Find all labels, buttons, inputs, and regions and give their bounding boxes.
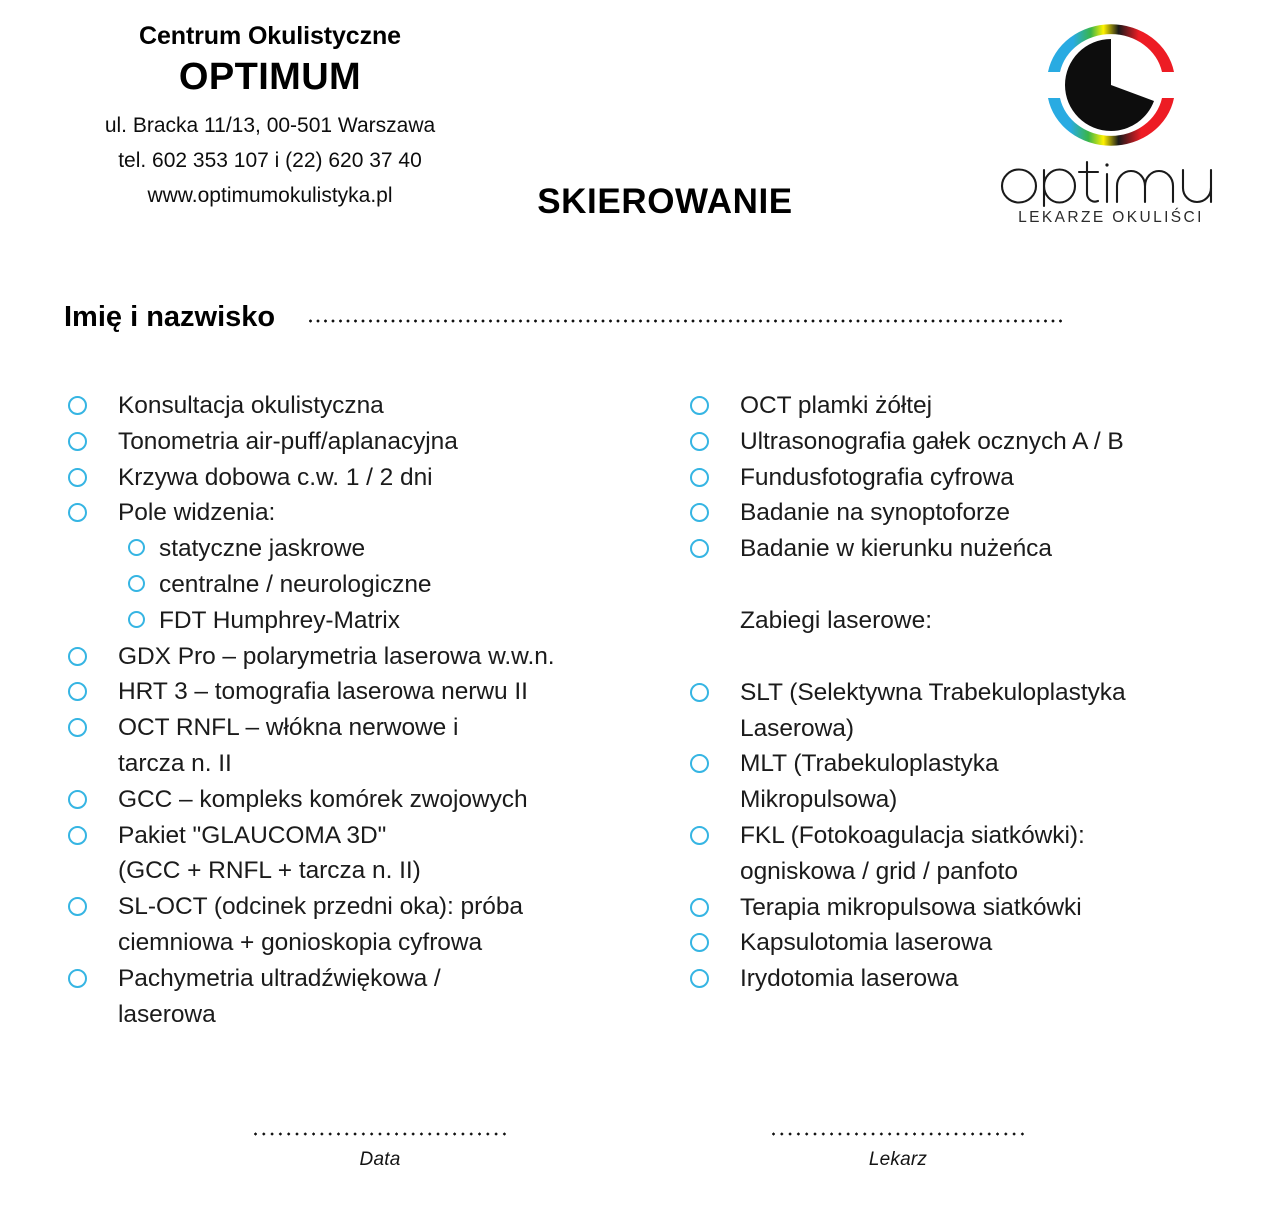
checkbox-circle-icon[interactable] [690,468,709,487]
checklist-subitem-label: statyczne jaskrowe [159,535,366,563]
doctor-signature-block [748,1128,1048,1171]
checklist-item-label: HRT 3 – tomografia laserowa nerwu II [118,678,528,706]
checkbox-circle-icon[interactable] [690,933,709,952]
checkbox-circle-icon[interactable] [68,897,87,916]
date-label: Data [359,1149,401,1170]
checklist-item-label [740,746,999,818]
checklist-subitem-label: centralne / neurologiczne [159,570,432,598]
checkbox-circle-icon[interactable] [68,718,87,737]
eye-logo-icon [1036,14,1186,156]
checklist-item-line1: Pachymetria ultradźwiękowa / [118,964,441,992]
checklist-subitem[interactable] [68,567,648,603]
checklist-item[interactable] [690,388,1210,424]
clinic-phone: tel. 602 353 107 i (22) 620 37 40 [118,149,422,173]
checklist-item[interactable] [690,746,1210,818]
checklist-item-line2: Laserowa) [740,714,854,742]
checklist-item-line2: ciemniowa + gonioskopia cyfrowa [118,928,483,956]
checklist-item-label [118,710,458,782]
checkbox-circle-icon[interactable] [690,754,709,773]
checklist-item[interactable] [68,818,648,890]
checklist-item-label [740,818,1085,890]
doctor-signature-input[interactable] [772,1128,1024,1140]
services-checklist [0,388,1280,1048]
checklist-item-label: Irydotomia laserowa [740,965,959,993]
checklist-item-line1: OCT RNFL – włókna nerwowe i [118,714,459,742]
checkbox-circle-icon[interactable] [68,647,87,666]
checkbox-circle-icon[interactable] [690,826,709,845]
checklist-item-line1: FKL (Fotokoagulacja siatkówki): [740,821,1085,849]
checkbox-circle-icon[interactable] [68,503,87,522]
checklist-item-line2: (GCC + RNFL + tarcza n. II) [118,857,421,885]
checklist-item[interactable] [68,782,648,818]
checklist-item-label: Krzywa dobowa c.w. 1 / 2 dni [118,463,433,491]
clinic-name: Centrum Okulistyczne [139,22,401,50]
checklist-subitem-label: FDT Humphrey-Matrix [159,606,400,634]
checklist-item[interactable] [690,961,1210,997]
checklist-item[interactable] [68,639,648,675]
date-signature-block [230,1128,530,1171]
logo-wordmark [986,156,1236,227]
left-column [68,388,648,1032]
checklist-item-line2: tarcza n. II [118,749,232,777]
checkbox-circle-icon[interactable] [68,396,87,415]
checklist-item-label: GCC – kompleks komórek zwojowych [118,785,528,813]
checklist-item[interactable] [68,495,648,531]
checklist-item-line2: Mikropulsowa) [740,786,898,814]
checkbox-circle-icon[interactable] [128,539,145,556]
checkbox-circle-icon[interactable] [690,969,709,988]
checkbox-circle-icon[interactable] [68,826,87,845]
checklist-item[interactable] [690,424,1210,460]
checklist-subitem[interactable] [68,603,648,639]
checklist-item-label [118,961,441,1033]
document-header [0,0,1280,250]
checklist-item[interactable] [68,889,648,961]
checkbox-circle-icon[interactable] [690,503,709,522]
checkbox-circle-icon[interactable] [690,396,709,415]
checklist-item-line2: ogniskowa / grid / panfoto [740,857,1018,885]
logo-tagline: LEKARZE OKULIŚCI [1018,209,1204,226]
checklist-item-label: Fundusfotografia cyfrowa [740,463,1014,491]
checklist-item[interactable] [68,710,648,782]
checklist-item[interactable] [690,925,1210,961]
checklist-item-label: Tonometria air-puff/aplanacyjna [118,427,458,455]
checklist-item-line1: SLT (Selektywna Trabekuloplastyka [740,678,1126,706]
patient-name-row [64,303,1064,333]
column-spacer [690,639,1210,675]
checklist-item[interactable] [690,675,1210,747]
checklist-item[interactable] [690,531,1210,567]
checkbox-circle-icon[interactable] [690,898,709,917]
clinic-info-block [60,22,480,214]
checklist-item-label: Badanie w kierunku nużeńca [740,535,1052,563]
checklist-item[interactable] [68,388,648,424]
clinic-website: www.optimumokulistyka.pl [147,184,393,208]
patient-name-label: Imię i nazwisko [64,301,276,333]
checkbox-circle-icon[interactable] [690,539,709,558]
doctor-label: Lekarz [868,1149,928,1170]
clinic-brand-name: OPTIMUM [178,56,362,98]
column-spacer [690,567,1210,603]
checkbox-circle-icon[interactable] [68,969,87,988]
clinic-address: ul. Bracka 11/13, 00-501 Warszawa [104,113,436,137]
checkbox-circle-icon[interactable] [68,468,87,487]
checklist-item-line1: Pakiet "GLAUCOMA 3D" [118,821,387,849]
page-title: SKIEROWANIE [537,182,793,221]
patient-name-input[interactable] [309,314,1064,328]
optimum-logo [986,14,1236,229]
checklist-item-line1: MLT (Trabekuloplastyka [740,750,999,778]
checkbox-circle-icon[interactable] [68,790,87,809]
checklist-item[interactable] [68,674,648,710]
checklist-subitem[interactable] [68,531,648,567]
checkbox-circle-icon[interactable] [128,575,145,592]
checklist-item[interactable] [690,460,1210,496]
checklist-item-label: Pole widzenia: [118,499,276,527]
checklist-item[interactable] [68,460,648,496]
checklist-item-label: OCT plamki żółtej [740,392,933,419]
checklist-item-label: Konsultacja okulistyczna [118,392,384,419]
checklist-item-label: Terapia mikropulsowa siatkówki [740,893,1082,921]
checklist-item-line1: SL-OCT (odcinek przedni oka): próba [118,893,523,921]
checkbox-circle-icon[interactable] [128,611,145,628]
checklist-item[interactable] [68,961,648,1033]
date-input[interactable] [254,1128,506,1140]
checklist-item-label [118,889,523,961]
checklist-item-label: Kapsulotomia laserowa [740,929,993,957]
checkbox-circle-icon[interactable] [690,683,709,702]
right-column [690,388,1210,997]
checklist-item-label: Badanie na synoptoforze [740,499,1010,527]
checklist-item-label: Ultrasonografia gałek ocznych A / B [740,427,1124,455]
checkbox-circle-icon[interactable] [68,432,87,451]
checklist-item[interactable] [68,424,648,460]
checklist-item[interactable] [690,495,1210,531]
checklist-item-line2: laserowa [118,1000,216,1028]
checklist-item-label [118,818,421,890]
checklist-item[interactable] [690,818,1210,890]
laser-section-heading: Zabiegi laserowe: [740,606,933,634]
checkbox-circle-icon[interactable] [68,682,87,701]
checklist-item-label: GDX Pro – polarymetria laserowa w.w.n. [118,642,555,670]
checklist-item[interactable] [690,890,1210,926]
checklist-item-label [740,675,1126,747]
signature-footer [0,1128,1280,1213]
checkbox-circle-icon[interactable] [690,432,709,451]
